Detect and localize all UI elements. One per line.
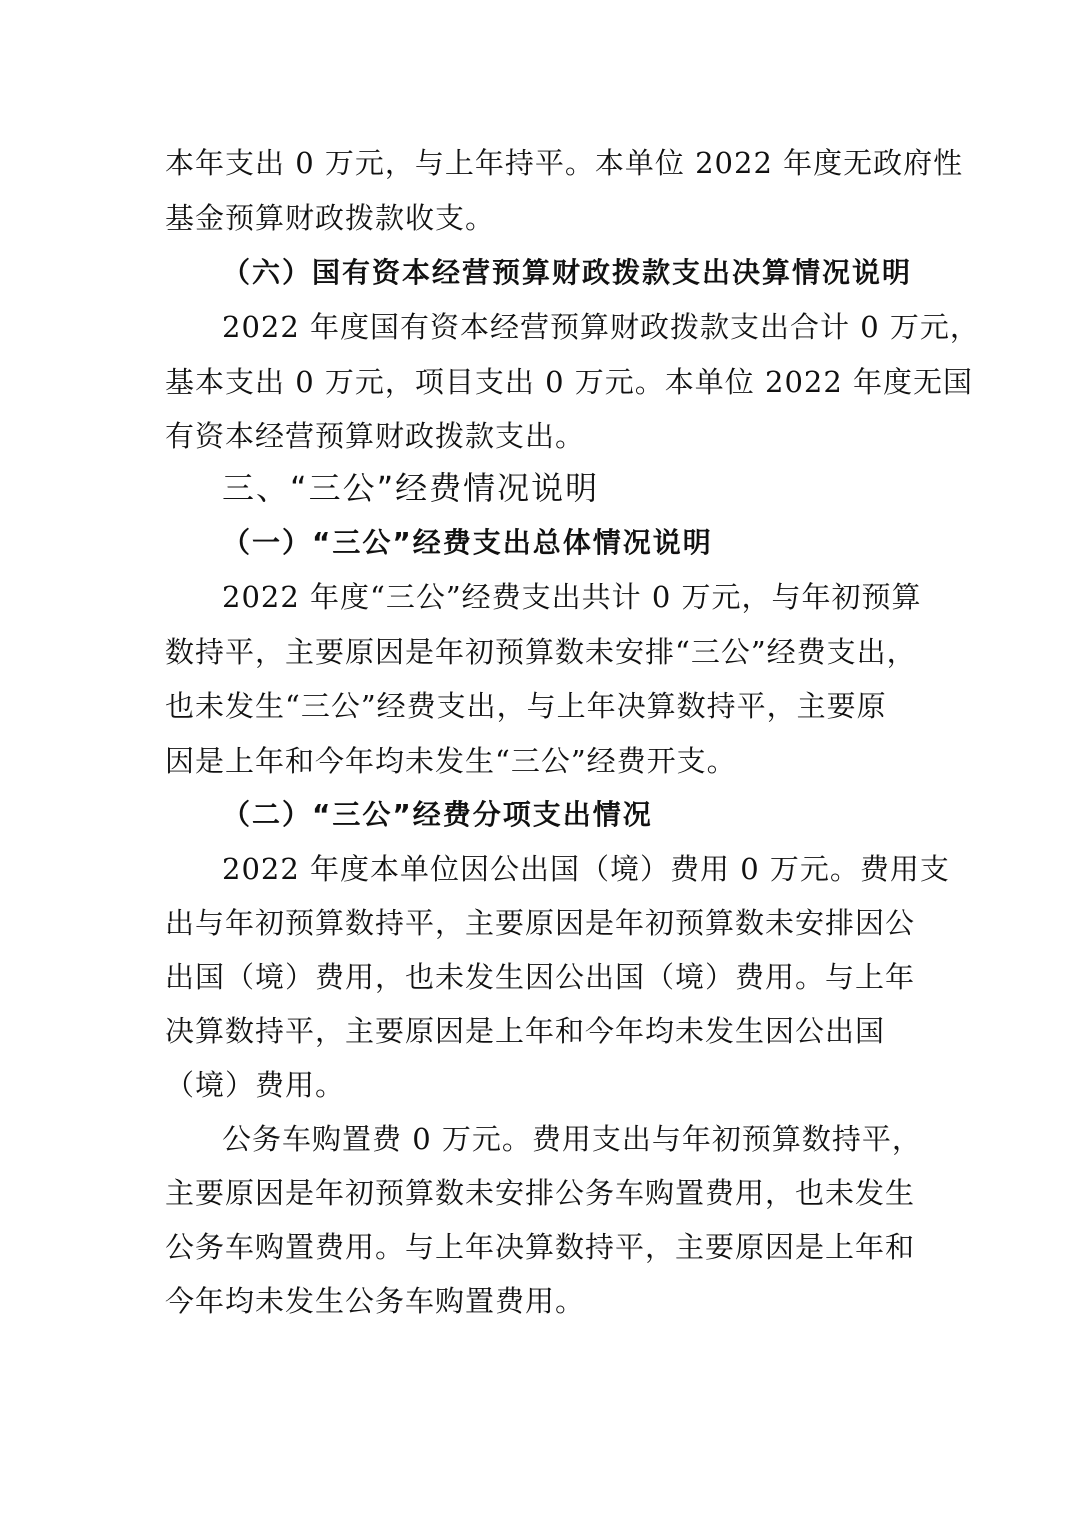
body-text-line: 2022 年度本单位因公出国（境）费用 0 万元。费用支 — [222, 852, 950, 886]
body-text-line: 决算数持平，主要原因是上年和今年均未发生因公出国 — [165, 1014, 886, 1048]
body-text-line: 有资本经营预算财政拨款支出。 — [165, 419, 586, 453]
body-text-line: 本年支出 0 万元，与上年持平。本单位 2022 年度无政府性 — [165, 146, 964, 180]
section-heading-1: （一）“三公”经费支出总体情况说明 — [222, 526, 713, 559]
body-text-line: 基本支出 0 万元，项目支出 0 万元。本单位 2022 年度无国 — [165, 365, 974, 399]
body-text-line: 基金预算财政拨款收支。 — [165, 201, 496, 235]
body-text-line: 主要原因是年初预算数未安排公务车购置费用，也未发生 — [165, 1176, 916, 1210]
body-text-line: （境）费用。 — [165, 1068, 346, 1102]
body-text-line: 因是上年和今年均未发生“三公”经费开支。 — [165, 744, 737, 778]
section-heading-6: （六）国有资本经营预算财政拨款支出决算情况说明 — [222, 256, 913, 289]
body-text-line: 公务车购置费用。与上年决算数持平，主要原因是上年和 — [165, 1230, 916, 1264]
body-text-line: 也未发生“三公”经费支出，与上年决算数持平，主要原 — [165, 689, 887, 723]
body-text-line: 公务车购置费 0 万元。费用支出与年初预算数持平， — [222, 1122, 922, 1156]
body-text-line: 出国（境）费用，也未发生因公出国（境）费用。与上年 — [165, 960, 916, 994]
body-text-line: 2022 年度“三公”经费支出共计 0 万元，与年初预算 — [222, 580, 922, 614]
body-text-line: 今年均未发生公务车购置费用。 — [165, 1284, 586, 1318]
chapter-heading-3: 三、“三公”经费情况说明 — [222, 469, 600, 507]
body-text-line: 2022 年度国有资本经营预算财政拨款支出合计 0 万元， — [222, 310, 980, 344]
body-text-line: 出与年初预算数持平，主要原因是年初预算数未安排因公 — [165, 906, 916, 940]
section-heading-2: （二）“三公”经费分项支出情况 — [222, 798, 653, 831]
body-text-line: 数持平，主要原因是年初预算数未安排“三公”经费支出， — [165, 635, 917, 669]
